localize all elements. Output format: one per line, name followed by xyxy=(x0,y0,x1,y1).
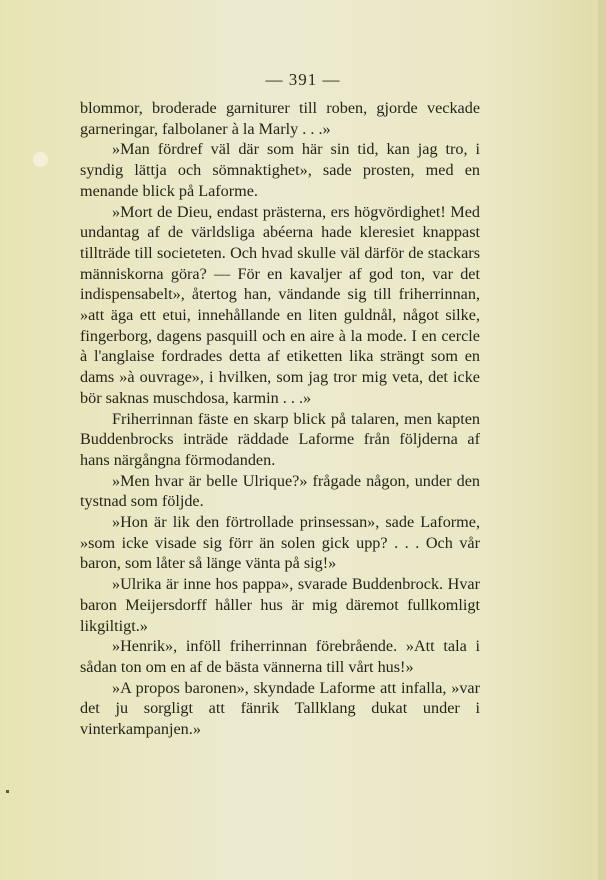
paragraph-2: »Man fördref väl där som här sin tid, kan jag tro, i syndig lättja och sömnaktighet», sade prosten, med en menande blick på Laforme. xyxy=(80,140,480,200)
paragraph-6: »Hon är lik den förtrollade prinsessan», sade Laforme, »som icke visade sig förr än solen gick upp? . . . Och vår baron, som låter så länge vänta på sig!» xyxy=(80,513,480,573)
paragraph-8: »Henrik», inföll friherrinnan förebrående. »Att tala i sådan ton om en af de bästa vännerna till vårt hus!» xyxy=(80,637,480,676)
paragraph-7: »Ulrika är inne hos pappa», svarade Buddenbrock. Hvar baron Meijersdorff håller hus är mig däremot fullkomligt likgiltigt.» xyxy=(80,575,480,635)
paragraph-5: »Men hvar är belle Ulrique?» frågade någon, under den tystnad som följde. xyxy=(80,471,480,511)
paragraph-3: »Mort de Dieu, endast prästerna, ers högvördighet! Med undantag af de världsliga abéerna hade kleresiet knappast tillträde till societeten. Och hvad skulle väl därför de stackars människorna göra? — För en kavaljer af god ton, var det indispensabelt», återtog han, vändande sig till friherrinnan, »att äga ett etui, innehållande en liten guldnål, något silke, fingerborg, dagens pasquill och en aire à la mode. I en cercle à l'anglaise fordrades detta af etiketten lika strängt som en dams »à ouvrage», i hvilken, som jag tror mig veta, det icke bör saknas muschdosa, karmin . . .» xyxy=(80,202,480,407)
page-edge-shadow xyxy=(598,0,606,880)
paragraph-1: blommor, broderade garniturer till roben, gjorde veckade garneringar, falbolaner à la Marly . . .» xyxy=(80,99,480,138)
paragraph-4: Friherrinnan fäste en skarp blick på talaren, men kapten Buddenbrocks inträde räddade Laforme från följderna af hans närgångna förmodanden. xyxy=(80,409,480,469)
page-number: — 391 — xyxy=(265,70,341,89)
paragraph-9: »A propos baronen», skyndade Laforme att infalla, »var det ju sorgligt att fänrik Tallklang dukat under i vinterkampanjen.» xyxy=(80,678,480,739)
paper-spot xyxy=(33,152,48,167)
body-text xyxy=(80,98,480,740)
margin-mark xyxy=(6,790,9,793)
